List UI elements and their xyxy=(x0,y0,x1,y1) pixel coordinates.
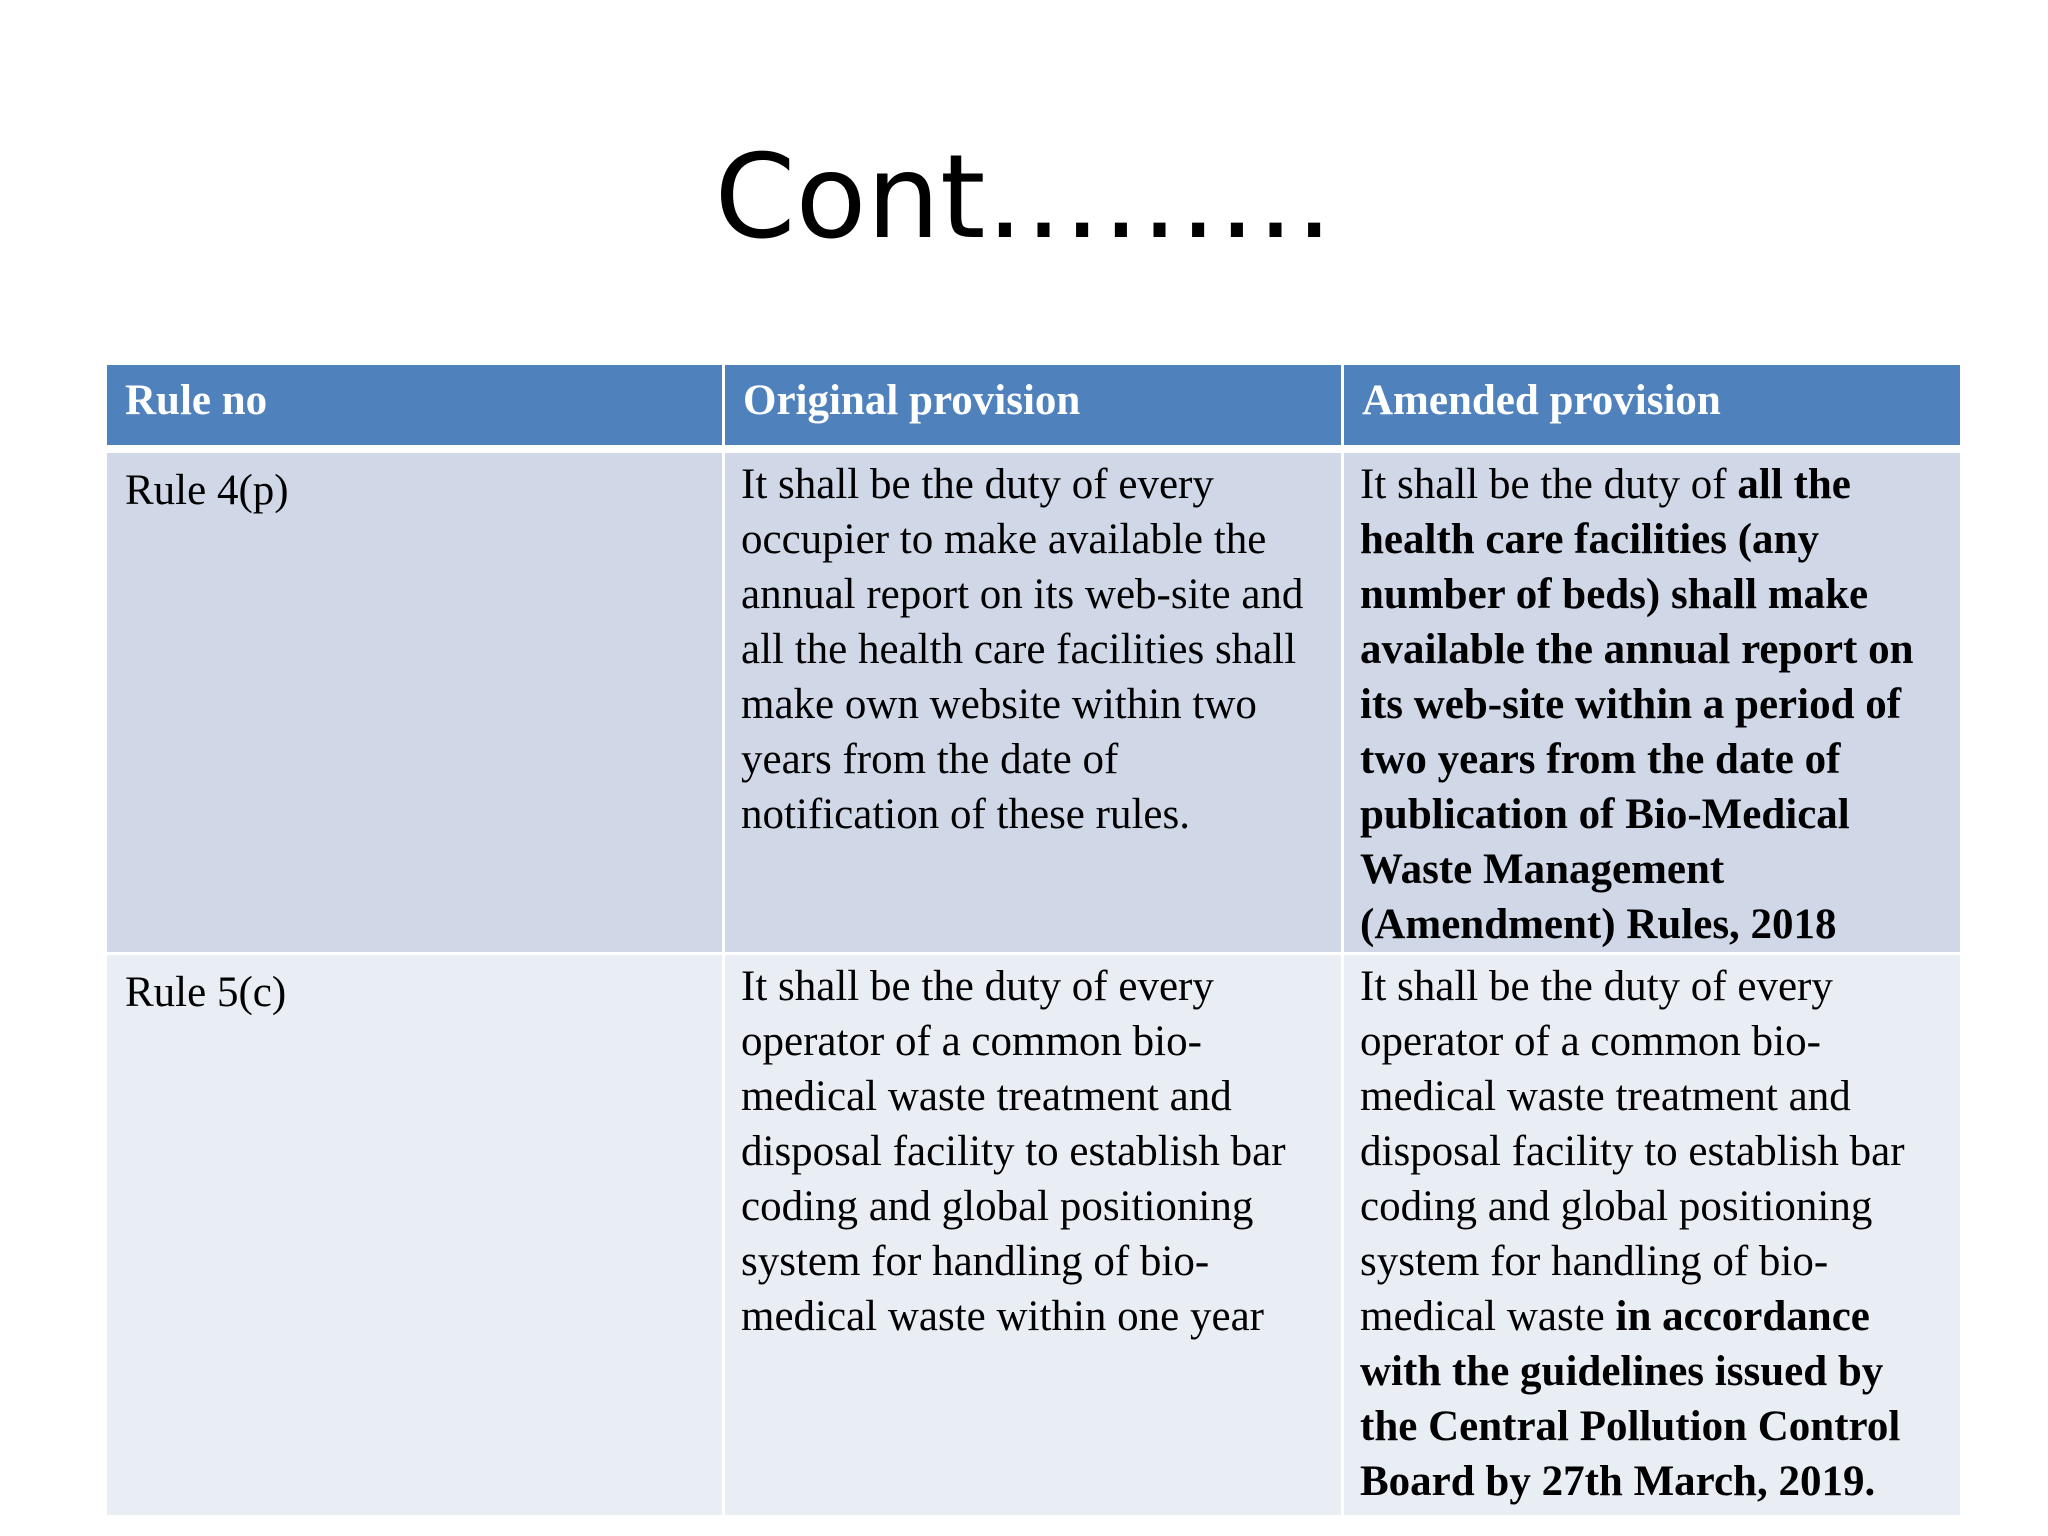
header-original-provision: Original provision xyxy=(724,364,1343,450)
amended-text-bold: in accordance with the guidelines issued by the Central Pollution Control Board by 27th March, 2019. xyxy=(1360,1293,1901,1505)
header-rule-no: Rule no xyxy=(106,364,724,450)
slide-title: Cont……… xyxy=(714,130,1334,265)
amended-text-plain: It shall be the duty of every operator of a common bio-medical waste treatment and disposal facility to establish bar coding and global positioning system for handling of bio-medical waste xyxy=(1360,963,1905,1340)
header-amended-provision: Amended provision xyxy=(1343,364,1962,450)
amended-provision-cell xyxy=(1343,954,1962,1517)
rule-number-cell: Rule 4(p) xyxy=(106,449,724,954)
original-provision-cell: It shall be the duty of every operator of a common bio-medical waste treatment and disposal facility to establish bar coding and global positioning system for handling of bio-medical waste within one year xyxy=(724,954,1343,1517)
amended-provision-cell xyxy=(1343,449,1962,954)
original-provision-cell: It shall be the duty of every occupier to make available the annual report on its web-site and all the health care facilities shall make own website within two years from the date of notification of these rules. xyxy=(724,449,1343,954)
table-row xyxy=(106,449,1962,954)
provisions-table xyxy=(104,362,1963,1518)
table-row xyxy=(106,954,1962,1517)
table-header-row xyxy=(106,364,1962,450)
amended-text-plain: It shall be the duty of xyxy=(1360,461,1738,508)
rule-number-cell: Rule 5(c) xyxy=(106,954,724,1517)
amended-text-bold: all the health care facilities (any number of beds) shall make available the annual report on its web-site within a period of two years from the date of publication of Bio-Medical Waste Management (Amendment) Rules, 2018 xyxy=(1360,461,1914,948)
